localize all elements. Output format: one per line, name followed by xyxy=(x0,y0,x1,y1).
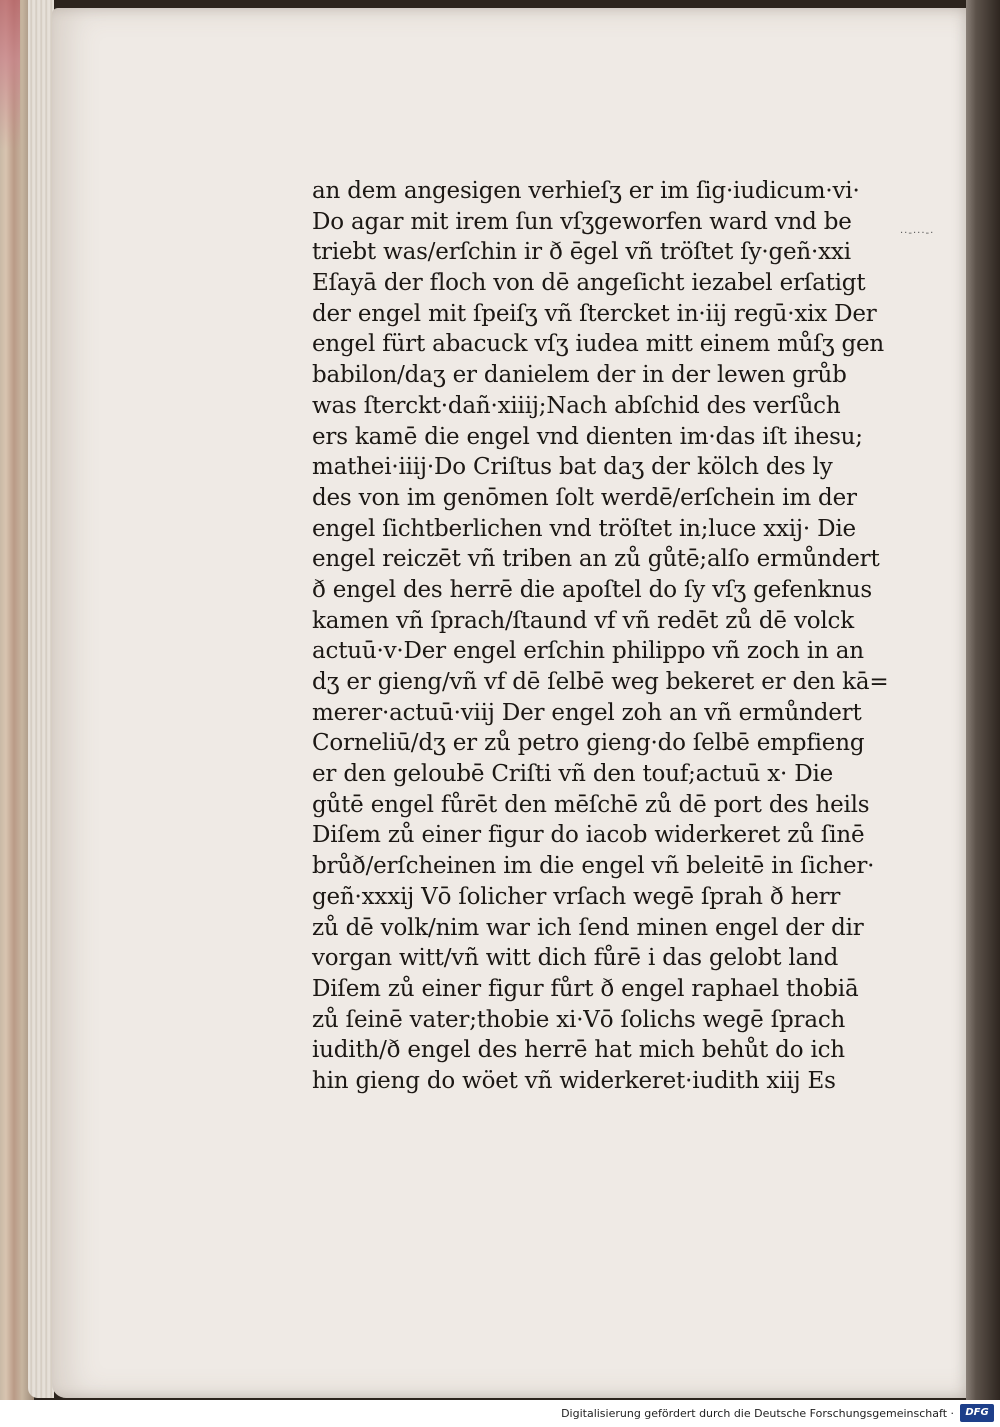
text-line: Diſem zů einer figur fůrt ð engel raphael thobiā xyxy=(312,975,859,1002)
text-line: kamen vñ ſprach/ſtaund vf vñ redēt zů dē volck xyxy=(312,607,854,634)
text-line: ers kamē die engel vnd dienten im·das iſt ihesu; xyxy=(312,423,863,450)
text-line: der engel mit ſpeiſʒ vñ ſtercket in·iij regū·xix Der xyxy=(312,300,877,327)
dfg-logo[interactable]: DFG xyxy=(960,1404,994,1422)
text-line: Corneliū/dʒ er zů petro gieng·do ſelbē empfieng xyxy=(312,730,865,757)
footer-bar xyxy=(0,1400,1000,1427)
margin-annotation: ··-···-· xyxy=(900,228,935,239)
text-line: was ſterckt·dañ·xiiij;Nach abſchid des verſůch xyxy=(312,392,841,419)
binding-red-stain xyxy=(0,0,20,150)
text-line: brůð/erſcheinen im die engel vñ beleitē in ſicher· xyxy=(312,853,875,880)
text-line: iudith/ð engel des herrē hat mich behůt do ich xyxy=(312,1037,845,1064)
text-line: Eſayā der floch von dē angeſicht iezabel erſatigt xyxy=(312,270,866,297)
text-line: er den geloubē Criſti vñ den touf;actuū x· Die xyxy=(312,761,834,788)
text-line: dʒ er gieng/vñ vf dē ſelbē weg bekeret er den kā= xyxy=(312,669,889,695)
text-line: ð engel des herrē die apoſtel do ſy vſʒ gefenknus xyxy=(312,576,873,603)
text-line: actuū·v·Der engel erſchin philippo vñ zoch in an xyxy=(312,638,864,665)
text-line: mathei·iiij·Do Criſtus bat daʒ der kölch des ly xyxy=(312,454,833,481)
gutter-shadow xyxy=(966,0,1000,1400)
text-line: des von im genōmen ſolt werdē/erſchein im der xyxy=(312,484,857,511)
funding-credit: Digitalisierung gefördert durch die Deutsche Forschungsgemeinschaft · xyxy=(561,1407,954,1420)
text-line: triebt was/erſchin ir ð ēgel vñ tröſtet ſy·geñ·xxi xyxy=(312,239,851,266)
text-line: merer·actuū·viij Der engel zoh an vñ ermůndert xyxy=(312,699,862,726)
text-line: engel reiczēt vñ triben an zů gůtē;alſo ermůndert xyxy=(312,546,880,573)
text-line: engel fürt abacuck vſʒ iudea mitt einem můſʒ gen xyxy=(312,331,885,358)
text-line: an dem angesigen verhieſʒ er im ſig·iudicum·vi· xyxy=(312,178,860,204)
text-line: engel ſichtberlichen vnd tröſtet in;luce xxij· Die xyxy=(312,515,856,542)
text-line: Diſem zů einer figur do iacob widerkeret zů ſinē xyxy=(312,822,865,849)
text-line: Do agar mit irem ſun vſʒgeworfen ward vnd be xyxy=(312,208,852,235)
page-edges xyxy=(28,0,54,1398)
text-line: hin gieng do wöet vñ widerkeret·iudith xiij Es xyxy=(312,1067,836,1094)
text-line: zů ſeinē vater;thobie xi·Vō ſolichs wegē ſprach xyxy=(312,1006,846,1033)
text-line: vorgan witt/vñ witt dich fůrē i das gelobt land xyxy=(312,945,839,972)
text-line: geñ·xxxij Vō ſolicher vrſach wegē ſprah ð herr xyxy=(312,883,841,910)
text-line: gůtē engel fůrēt den mēſchē zů dē port des heils xyxy=(312,791,870,818)
printed-text-block xyxy=(312,176,889,1097)
text-line: zů dē volk/nim war ich ſend minen engel der dir xyxy=(312,914,864,941)
text-line: babilon/daʒ er danielem der in der lewen grůb xyxy=(312,362,847,389)
